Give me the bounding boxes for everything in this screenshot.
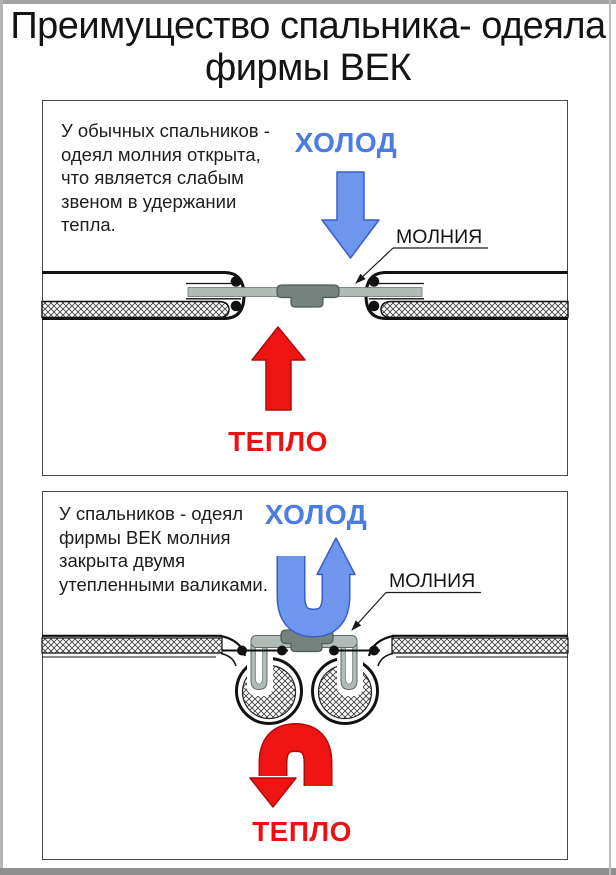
panel1-warm-label: ТЕПЛО	[228, 426, 328, 457]
panel1-cold-label: ХОЛОД	[294, 127, 398, 158]
panel2-zipper-label: МОЛНИЯ	[389, 570, 476, 592]
panel1-description-line: У обычных спальников -	[61, 120, 270, 141]
panel2-description-line: закрыта двумя	[59, 550, 186, 571]
panel2-cold-label: ХОЛОД	[264, 499, 368, 530]
zipper-slider	[277, 285, 339, 307]
cold-arrow-down-icon	[322, 172, 379, 258]
warm-arrow-up-icon	[252, 327, 305, 410]
page-title-line2: фирмы ВЕК	[205, 47, 411, 89]
zipper-leader-arrow-bottom	[352, 593, 481, 631]
panel2-warm-label: ТЕПЛО	[252, 816, 352, 847]
page-title-line1: Преимущество спальника- одеяла	[10, 5, 606, 47]
panel1-zipper-label: МОЛНИЯ	[396, 226, 483, 248]
panel1-description-line: тепла.	[61, 214, 116, 235]
panel2-description-line: утепленными валиками.	[59, 573, 268, 595]
panel1-description-line: что является слабым	[61, 167, 244, 188]
panel2-description	[59, 502, 268, 596]
panel1-description-line: одеял молния открыта,	[61, 143, 261, 165]
fabric-cross-section-closed	[42, 630, 568, 724]
fabric-cross-section-open	[42, 273, 568, 319]
panel1-description	[61, 119, 270, 237]
panel2-description-line: У спальников - одеял	[59, 503, 244, 524]
cold-uturn-arrow-icon	[291, 538, 355, 623]
panel1-description-line: звеном в удержании	[61, 190, 237, 212]
panel2-description-line: фирмы ВЕК молния	[59, 526, 231, 548]
warm-uturn-arrow-icon	[250, 738, 318, 808]
